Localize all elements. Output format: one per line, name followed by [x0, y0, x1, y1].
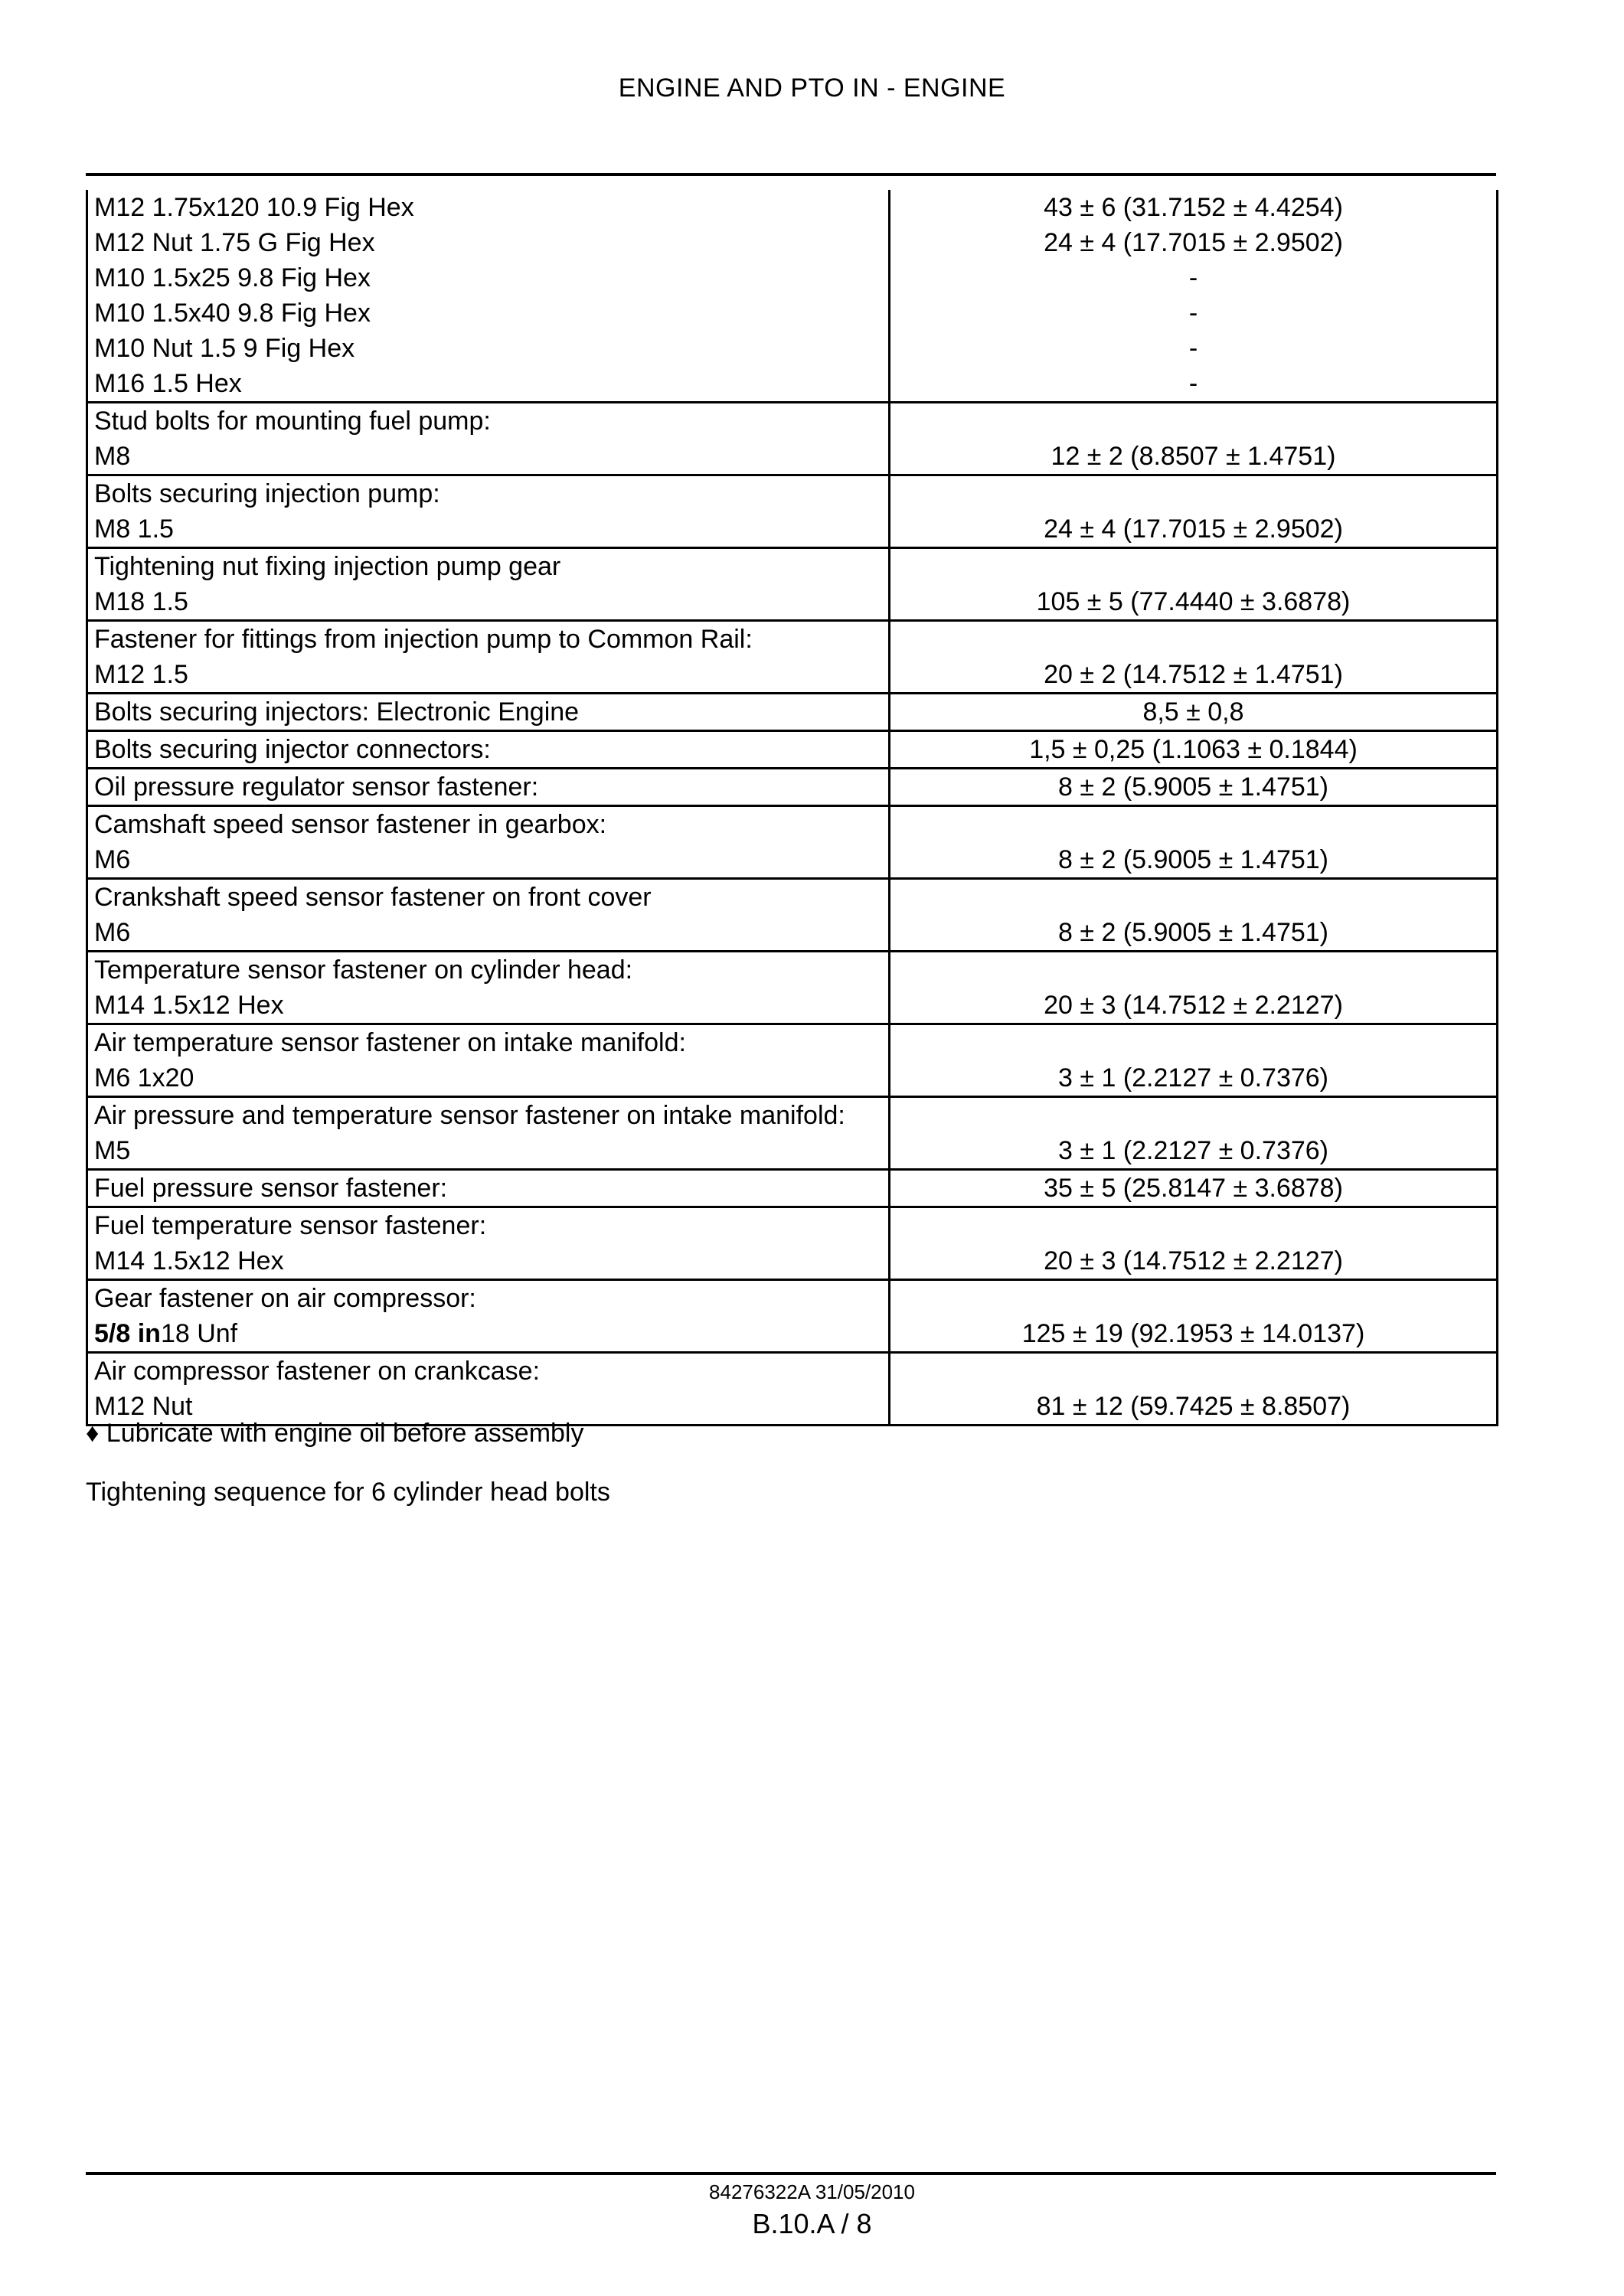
table-row — [87, 475, 1498, 548]
torque-value-cell — [890, 621, 1498, 694]
table-row — [87, 806, 1498, 879]
fastener-spec-line: Bolts securing injection pump: — [94, 479, 440, 508]
fastener-spec-line: M14 1.5x12 Hex — [94, 991, 284, 1020]
table-row — [87, 769, 1498, 806]
torque-value-cell — [890, 806, 1498, 879]
torque-value: 24 ± 4 (17.7015 ± 2.9502) — [1044, 514, 1343, 544]
torque-value: 24 ± 4 (17.7015 ± 2.9502) — [1044, 228, 1343, 257]
torque-value: 81 ± 12 (59.7425 ± 8.8507) — [1036, 1392, 1351, 1421]
fastener-spec-cell — [87, 1207, 890, 1280]
fastener-spec-line: M18 1.5 — [94, 587, 188, 616]
torque-value-cell — [890, 1097, 1498, 1170]
fastener-spec-line: Air compressor fastener on crankcase: — [94, 1357, 541, 1386]
table-row — [87, 1024, 1498, 1097]
table-row — [87, 731, 1498, 769]
page-header-title: ENGINE AND PTO IN - ENGINE — [618, 73, 1006, 103]
fastener-spec-cell — [87, 879, 890, 952]
torque-value: - — [1188, 263, 1198, 292]
torque-value-cell — [890, 879, 1498, 952]
torque-table-body — [87, 190, 1498, 1426]
fastener-spec-line: M10 1.5x40 9.8 Fig Hex — [94, 299, 371, 328]
fastener-spec-line: M14 1.5x12 Hex — [94, 1246, 284, 1275]
torque-value-cell — [890, 769, 1498, 806]
torque-value: - — [1188, 369, 1198, 398]
fastener-spec-line: M12 1.5 — [94, 660, 188, 689]
table-row — [87, 621, 1498, 694]
fastener-spec-cell — [87, 475, 890, 548]
table-row — [87, 1170, 1498, 1207]
fastener-spec-cell — [87, 1280, 890, 1353]
fastener-spec-line: Fuel temperature sensor fastener: — [94, 1211, 487, 1240]
fastener-spec-cell — [87, 806, 890, 879]
fastener-spec-line: Temperature sensor fastener on cylinder head: — [94, 955, 633, 985]
fastener-spec-line: M6 — [94, 845, 131, 874]
table-row — [87, 1353, 1498, 1426]
fastener-spec-line: Air pressure and temperature sensor fastener on intake manifold: — [94, 1101, 845, 1130]
torque-value-cell — [890, 403, 1498, 475]
torque-value-cell — [890, 548, 1498, 621]
fastener-spec-cell — [87, 694, 890, 731]
fastener-spec-line — [94, 1316, 888, 1351]
torque-spec-table — [86, 190, 1498, 1426]
torque-value-cell — [890, 731, 1498, 769]
torque-value-cell — [890, 1280, 1498, 1353]
header-divider — [86, 173, 1496, 176]
torque-value-cell — [890, 952, 1498, 1024]
torque-value: 8 ± 2 (5.9005 ± 1.4751) — [1058, 772, 1328, 802]
torque-value-cell — [890, 1353, 1498, 1426]
torque-value: 43 ± 6 (31.7152 ± 4.4254) — [1044, 193, 1343, 222]
torque-value-cell — [890, 1207, 1498, 1280]
table-row — [87, 879, 1498, 952]
fastener-spec-cell — [87, 1353, 890, 1426]
torque-value: 3 ± 1 (2.2127 ± 0.7376) — [1058, 1063, 1328, 1092]
torque-value: 1,5 ± 0,25 (1.1063 ± 0.1844) — [1029, 735, 1358, 764]
fastener-spec-cell — [87, 403, 890, 475]
fastener-spec-line: M12 1.75x120 10.9 Fig Hex — [94, 193, 414, 222]
torque-value: 8,5 ± 0,8 — [1142, 697, 1244, 727]
thread-size-bold: 5/8 in — [94, 1319, 161, 1348]
fastener-spec-line: M16 1.5 Hex — [94, 369, 242, 398]
torque-value: 20 ± 3 (14.7512 ± 2.2127) — [1044, 1246, 1343, 1275]
fastener-spec-cell — [87, 621, 890, 694]
torque-value-cell — [890, 694, 1498, 731]
fastener-spec-line: Bolts securing injectors: Electronic Engine — [94, 697, 580, 727]
table-row — [87, 952, 1498, 1024]
fastener-spec-cell — [87, 769, 890, 806]
fastener-spec-line: Camshaft speed sensor fastener in gearbox: — [94, 810, 607, 839]
fastener-spec-line: M5 — [94, 1136, 131, 1165]
torque-value: 125 ± 19 (92.1953 ± 14.0137) — [1021, 1319, 1365, 1348]
torque-value: 20 ± 3 (14.7512 ± 2.2127) — [1044, 991, 1343, 1020]
table-row — [87, 1207, 1498, 1280]
fastener-spec-line: Stud bolts for mounting fuel pump: — [94, 407, 491, 436]
fastener-spec-line: Fuel pressure sensor fastener: — [94, 1174, 448, 1203]
fastener-spec-line: Fastener for fittings from injection pump to Common Rail: — [94, 625, 753, 654]
fastener-spec-line: M6 1x20 — [94, 1063, 194, 1092]
torque-value: 3 ± 1 (2.2127 ± 0.7376) — [1058, 1136, 1328, 1165]
footer-divider — [86, 2172, 1496, 2175]
fastener-spec-line: Oil pressure regulator sensor fastener: — [94, 772, 539, 802]
fastener-spec-line: M6 — [94, 918, 131, 947]
table-row — [87, 548, 1498, 621]
torque-value-cell — [890, 190, 1498, 403]
table-row — [87, 190, 1498, 403]
torque-value: 20 ± 2 (14.7512 ± 1.4751) — [1044, 660, 1343, 689]
fastener-spec-line: Tightening nut fixing injection pump gear — [94, 552, 561, 581]
torque-value: 8 ± 2 (5.9005 ± 1.4751) — [1058, 845, 1328, 874]
torque-value-cell — [890, 1024, 1498, 1097]
torque-value: - — [1188, 334, 1198, 363]
footer-document-id: 84276322A 31/05/2010 — [709, 2180, 915, 2203]
fastener-spec-line: M12 Nut 1.75 G Fig Hex — [94, 228, 375, 257]
table-row — [87, 1097, 1498, 1170]
fastener-spec-line: M12 Nut — [94, 1392, 193, 1421]
fastener-spec-cell — [87, 190, 890, 403]
fastener-spec-cell — [87, 1097, 890, 1170]
fastener-spec-line: Bolts securing injector connectors: — [94, 735, 491, 764]
torque-value: 105 ± 5 (77.4440 ± 3.6878) — [1036, 587, 1351, 616]
fastener-spec-line: Crankshaft speed sensor fastener on front cover — [94, 883, 652, 912]
fastener-spec-cell — [87, 731, 890, 769]
fastener-spec-cell — [87, 952, 890, 1024]
thread-type: 18 Unf — [160, 1319, 238, 1348]
torque-value: - — [1188, 299, 1198, 328]
torque-value-cell — [890, 475, 1498, 548]
tightening-sequence-caption: Tightening sequence for 6 cylinder head bolts — [86, 1478, 610, 1507]
fastener-spec-line: M10 Nut 1.5 9 Fig Hex — [94, 334, 355, 363]
fastener-spec-line: M10 1.5x25 9.8 Fig Hex — [94, 263, 371, 292]
fastener-spec-line: M8 1.5 — [94, 514, 174, 544]
fastener-spec-line: Air temperature sensor fastener on intake manifold: — [94, 1028, 686, 1057]
table-row — [87, 1280, 1498, 1353]
fastener-spec-cell — [87, 1024, 890, 1097]
table-row — [87, 403, 1498, 475]
lubricate-note: ♦ Lubricate with engine oil before assembly — [86, 1419, 584, 1448]
torque-value: 12 ± 2 (8.8507 ± 1.4751) — [1051, 442, 1336, 471]
fastener-spec-line: M8 — [94, 442, 131, 471]
footer-page-number: B.10.A / 8 — [752, 2208, 872, 2239]
fastener-spec-cell — [87, 548, 890, 621]
fastener-spec-line: Gear fastener on air compressor: — [94, 1284, 476, 1313]
torque-value-cell — [890, 1170, 1498, 1207]
fastener-spec-cell — [87, 1170, 890, 1207]
torque-value: 8 ± 2 (5.9005 ± 1.4751) — [1058, 918, 1328, 947]
torque-value: 35 ± 5 (25.8147 ± 3.6878) — [1044, 1174, 1343, 1203]
table-row — [87, 694, 1498, 731]
